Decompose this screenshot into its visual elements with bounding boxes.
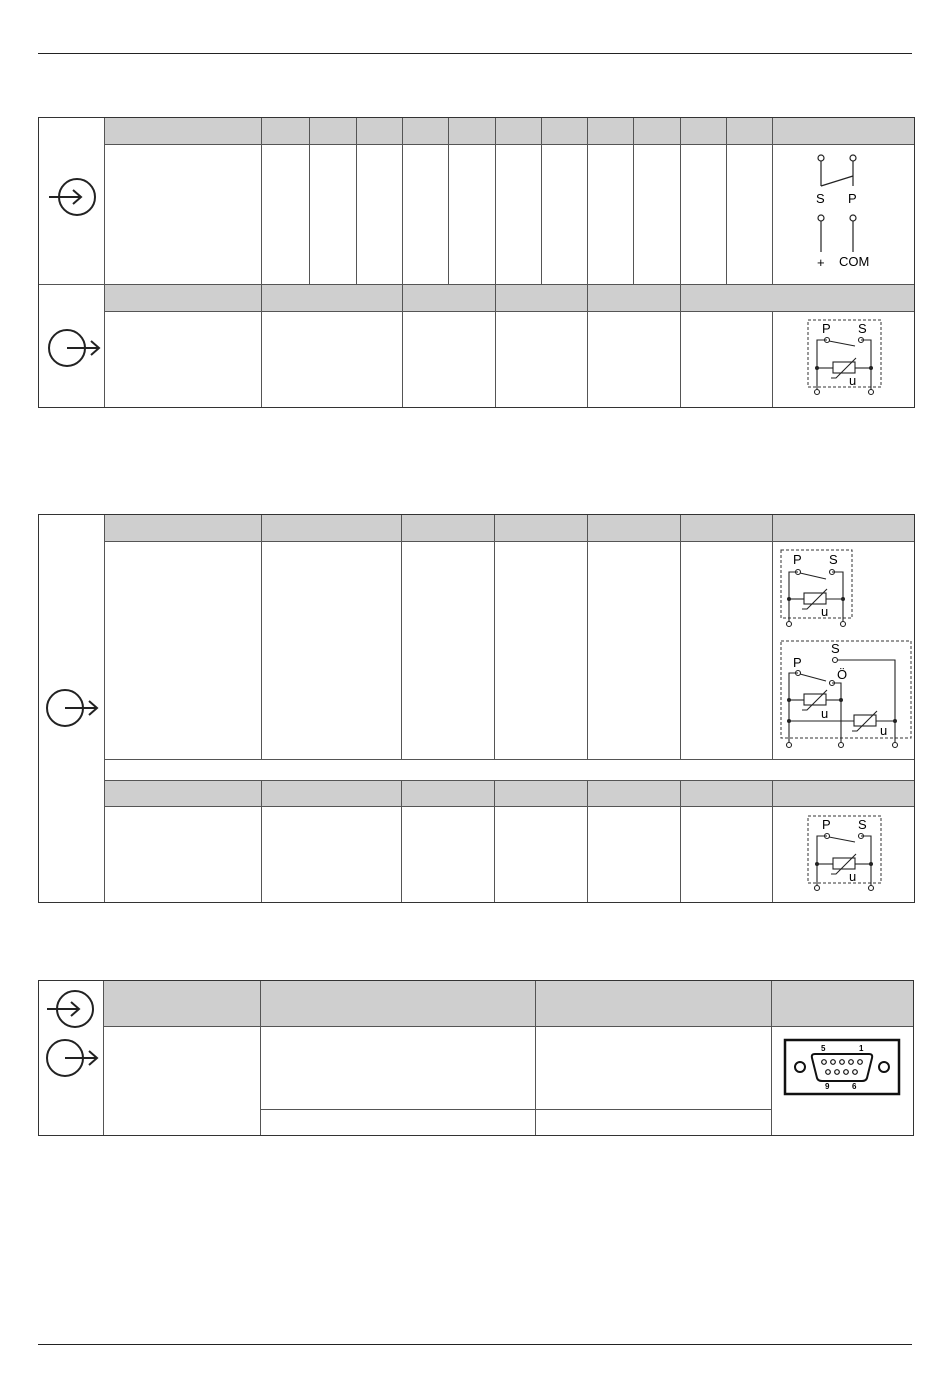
signal-output-icon [47, 327, 103, 369]
terminal-p-label: P [822, 817, 831, 832]
relay-varistor-schematic [801, 812, 891, 894]
col-divider [680, 515, 681, 759]
pin-1-label: 1 [859, 1044, 864, 1053]
icon-column-divider [104, 118, 105, 407]
col-divider [587, 285, 588, 407]
col-divider [261, 285, 262, 407]
page-footer-rule [38, 1344, 912, 1345]
col-divider [541, 118, 542, 284]
inputs-header-row [105, 118, 914, 145]
col-divider [772, 118, 773, 407]
col-divider [726, 118, 727, 284]
col-divider [587, 515, 588, 759]
col-divider [680, 118, 681, 284]
terminal-s-label: S [816, 191, 825, 206]
terminal-s-label: S [858, 817, 867, 832]
varistor-u-label: u [821, 706, 829, 721]
relay-header-row-1 [105, 515, 914, 542]
row-divider [261, 1109, 772, 1110]
switch-contact-schematic [799, 150, 889, 272]
terminal-s-label: S [858, 321, 867, 336]
col-divider [402, 285, 403, 407]
varistor-u-label: u [880, 723, 888, 738]
pin-9-label: 9 [825, 1082, 830, 1091]
row-divider [105, 759, 914, 760]
col-divider [680, 285, 681, 407]
relay-outputs-table [38, 514, 915, 903]
varistor-u-label: u [821, 604, 829, 619]
col-divider [772, 781, 773, 902]
signal-input-icon [47, 176, 99, 218]
col-divider [494, 515, 495, 759]
serial-interface-table [38, 980, 914, 1136]
terminal-s-label: S [829, 552, 838, 567]
col-divider [448, 118, 449, 284]
col-divider [772, 515, 773, 759]
terminal-p-label: P [793, 552, 802, 567]
col-divider [535, 981, 536, 1135]
inputs-outputs-table [38, 117, 915, 408]
icon-row-divider [39, 284, 105, 285]
col-divider [309, 118, 310, 284]
col-divider [401, 515, 402, 759]
outputs-header-row [105, 285, 914, 312]
col-divider [495, 118, 496, 284]
col-divider [402, 118, 403, 284]
col-divider [633, 118, 634, 284]
relay-varistor-schematic-small [779, 548, 857, 628]
col-divider [261, 118, 262, 284]
col-divider [587, 781, 588, 902]
signal-output-icon [45, 1037, 101, 1079]
terminal-p-label: P [793, 655, 802, 670]
col-divider [261, 781, 262, 902]
terminal-o-label: Ö [837, 667, 848, 682]
col-divider [587, 118, 588, 284]
col-divider [494, 781, 495, 902]
terminal-plus-label: + [817, 255, 825, 270]
col-divider [401, 781, 402, 902]
col-divider [495, 285, 496, 407]
signal-output-icon [45, 687, 101, 729]
pin-6-label: 6 [852, 1082, 857, 1091]
col-divider [260, 981, 261, 1135]
relay-varistor-schematic [801, 316, 891, 398]
terminal-s-label: S [831, 641, 840, 656]
varistor-u-label: u [849, 373, 857, 388]
pin-5-label: 5 [821, 1044, 826, 1053]
col-divider [261, 515, 262, 759]
varistor-u-label: u [849, 869, 857, 884]
serial-header-row [104, 981, 913, 1027]
relay-header-row-2 [105, 781, 914, 807]
terminal-com-label: COM [839, 254, 870, 269]
db9-connector-icon [783, 1038, 901, 1096]
icon-column-divider [104, 515, 105, 902]
relay-dual-varistor-schematic [779, 639, 913, 751]
col-divider [680, 781, 681, 902]
page-header-rule [38, 53, 912, 54]
col-divider [771, 981, 772, 1135]
terminal-p-label: P [822, 321, 831, 336]
signal-input-icon [45, 988, 97, 1030]
terminal-p-label: P [848, 191, 857, 206]
col-divider [356, 118, 357, 284]
